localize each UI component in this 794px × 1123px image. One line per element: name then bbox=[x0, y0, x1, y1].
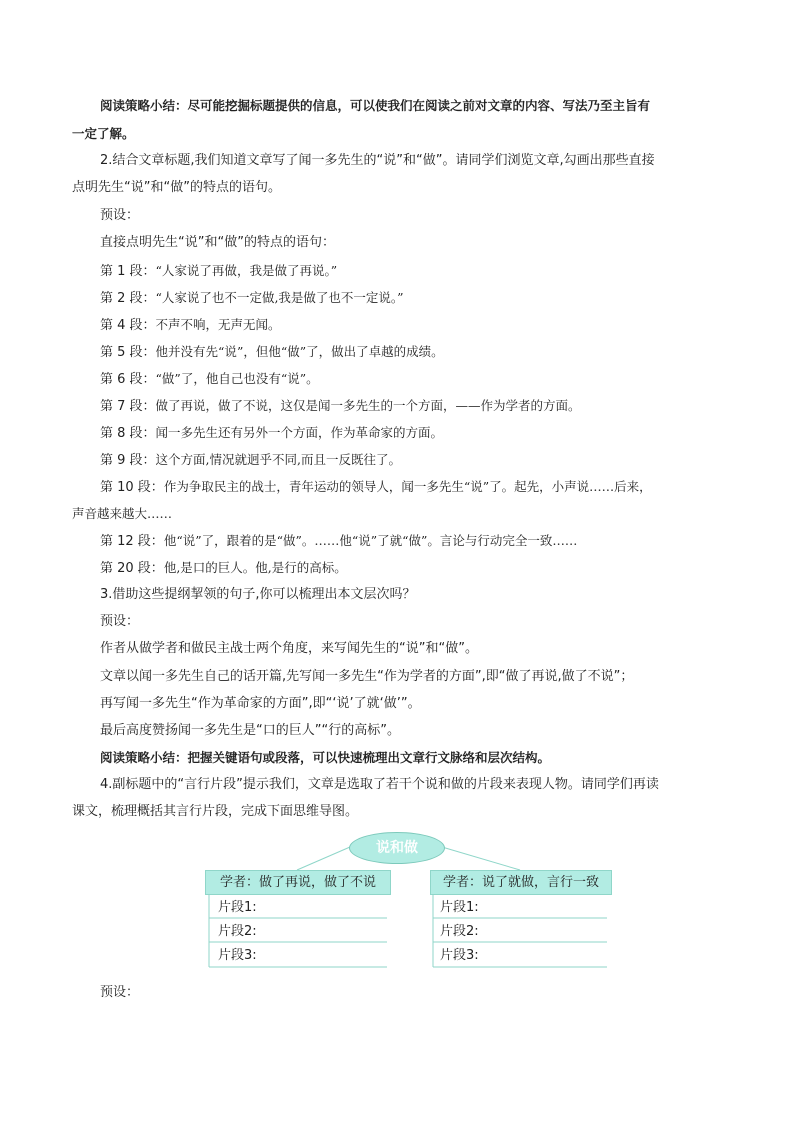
left-segment-1: 片段1: bbox=[218, 900, 257, 915]
paragraph-label: 第 1 段： bbox=[100, 264, 156, 279]
quote-text: 闻一多先生还有另外一个方面，作为革命家的方面。 bbox=[155, 425, 444, 440]
quote-text: “人家说了再做，我是做了再说。” bbox=[155, 263, 338, 278]
paragraph-label: 第 7 段： bbox=[100, 399, 156, 414]
q3-answer: 再写闻一多先生“作为革命家的方面”,即“‘说’了就‘做’”。 bbox=[100, 696, 421, 711]
final-preset-label: 预设： bbox=[100, 985, 140, 1000]
question-4: 4.副标题中的“言行片段”提示我们，文章是选取了若干个说和做的片段来表现人物。请同学们再读 bbox=[100, 777, 659, 792]
preset-label: 预设： bbox=[100, 208, 140, 223]
paragraph-label: 第 6 段： bbox=[100, 372, 156, 387]
left-branch-title: 学者：做了再说，做了不说 bbox=[205, 870, 391, 895]
paragraph-label: 第 5 段： bbox=[100, 345, 156, 360]
quote-line bbox=[100, 479, 652, 496]
question-2-cont: 点明先生“说”和“做”的特点的语句。 bbox=[72, 180, 281, 195]
quote-text: 这个方面,情况就迥乎不同,而且一反既往了。 bbox=[155, 452, 401, 467]
quote-text: 他并没有先“说”，但他“做”了，做出了卓越的成绩。 bbox=[155, 344, 444, 359]
quote-line bbox=[72, 506, 172, 523]
left-segment-3: 片段3: bbox=[218, 948, 257, 963]
quote-line bbox=[100, 290, 404, 307]
q2-intro: 直接点明先生“说”和“做”的特点的语句： bbox=[100, 235, 335, 250]
right-segment-3: 片段3: bbox=[440, 948, 479, 963]
reading-strategy-summary-1: 阅读策略小结：尽可能挖掘标题提供的信息，可以使我们在阅读之前对文章的内容、写法乃至主旨有 bbox=[100, 98, 651, 113]
q3-answer: 最后高度赞扬闻一多先生是“口的巨人”“行的高标”。 bbox=[100, 723, 400, 738]
quote-text: “做”了，他自己也没有“说”。 bbox=[155, 371, 319, 386]
right-branch-title: 学者：说了就做，言行一致 bbox=[430, 870, 612, 895]
quote-text: 他,是口的巨人。他,是行的高标。 bbox=[163, 560, 347, 575]
right-segment-2: 片段2: bbox=[440, 924, 479, 939]
quote-line bbox=[100, 344, 444, 361]
question-2: 2.结合文章标题,我们知道文章写了闻一多先生的“说”和“做”。请同学们浏览文章,勾画出那些直接 bbox=[100, 153, 655, 168]
quote-text: 做了再说，做了不说，这仅是闻一多先生的一个方面，——作为学者的方面。 bbox=[155, 398, 581, 413]
quote-line bbox=[100, 533, 577, 550]
quote-text: 他“说”了，跟着的是“做”。……他“说”了就“做”。言论与行动完全一致…… bbox=[163, 533, 578, 548]
left-segment-2: 片段2: bbox=[218, 924, 257, 939]
paragraph-label: 第 2 段： bbox=[100, 291, 156, 306]
q3-answer: 作者从做学者和做民主战士两个角度，来写闻先生的“说”和“做”。 bbox=[100, 641, 478, 656]
paragraph-label: 第 20 段： bbox=[100, 561, 164, 576]
quote-text: “人家说了也不一定做,我是做了也不一定说。” bbox=[155, 290, 404, 305]
right-segment-1: 片段1: bbox=[440, 900, 479, 915]
quote-text: 作为争取民主的战士，青年运动的领导人，闻一多先生“说”了。起先，小声说……后来， bbox=[163, 479, 652, 494]
preset-label: 预设： bbox=[100, 614, 140, 629]
reading-strategy-summary-2: 阅读策略小结：把握关键语句或段落，可以快速梳理出文章行文脉络和层次结构。 bbox=[100, 750, 551, 765]
quote-line bbox=[100, 317, 281, 334]
paragraph-label: 第 4 段： bbox=[100, 318, 156, 333]
mind-map-center: 说和做 bbox=[349, 832, 445, 864]
q3-answer: 文章以闻一多先生自己的话开篇,先写闻一多先生“作为学者的方面”,即“做了再说,做了不说”； bbox=[100, 669, 634, 684]
quote-line bbox=[100, 425, 443, 442]
quote-line bbox=[100, 560, 347, 577]
question-3: 3.借助这些提纲挈领的句子,你可以梳理出本文层次吗？ bbox=[100, 587, 416, 602]
quote-line bbox=[100, 398, 581, 415]
paragraph-label: 第 8 段： bbox=[100, 426, 156, 441]
quote-line bbox=[100, 371, 319, 388]
paragraph-label: 第 10 段： bbox=[100, 480, 164, 495]
quote-line bbox=[100, 452, 401, 469]
quote-text: 声音越来越大…… bbox=[72, 506, 173, 521]
question-4-cont: 课文，梳理概括其言行片段，完成下面思维导图。 bbox=[72, 804, 359, 819]
reading-strategy-summary-1-cont: 一定了解。 bbox=[72, 126, 135, 141]
paragraph-label: 第 9 段： bbox=[100, 453, 156, 468]
connector-right bbox=[442, 847, 520, 870]
paragraph-label: 第 12 段： bbox=[100, 534, 164, 549]
quote-text: 不声不响，无声无闻。 bbox=[155, 317, 281, 332]
connector-left bbox=[297, 847, 350, 870]
quote-line bbox=[100, 263, 337, 280]
